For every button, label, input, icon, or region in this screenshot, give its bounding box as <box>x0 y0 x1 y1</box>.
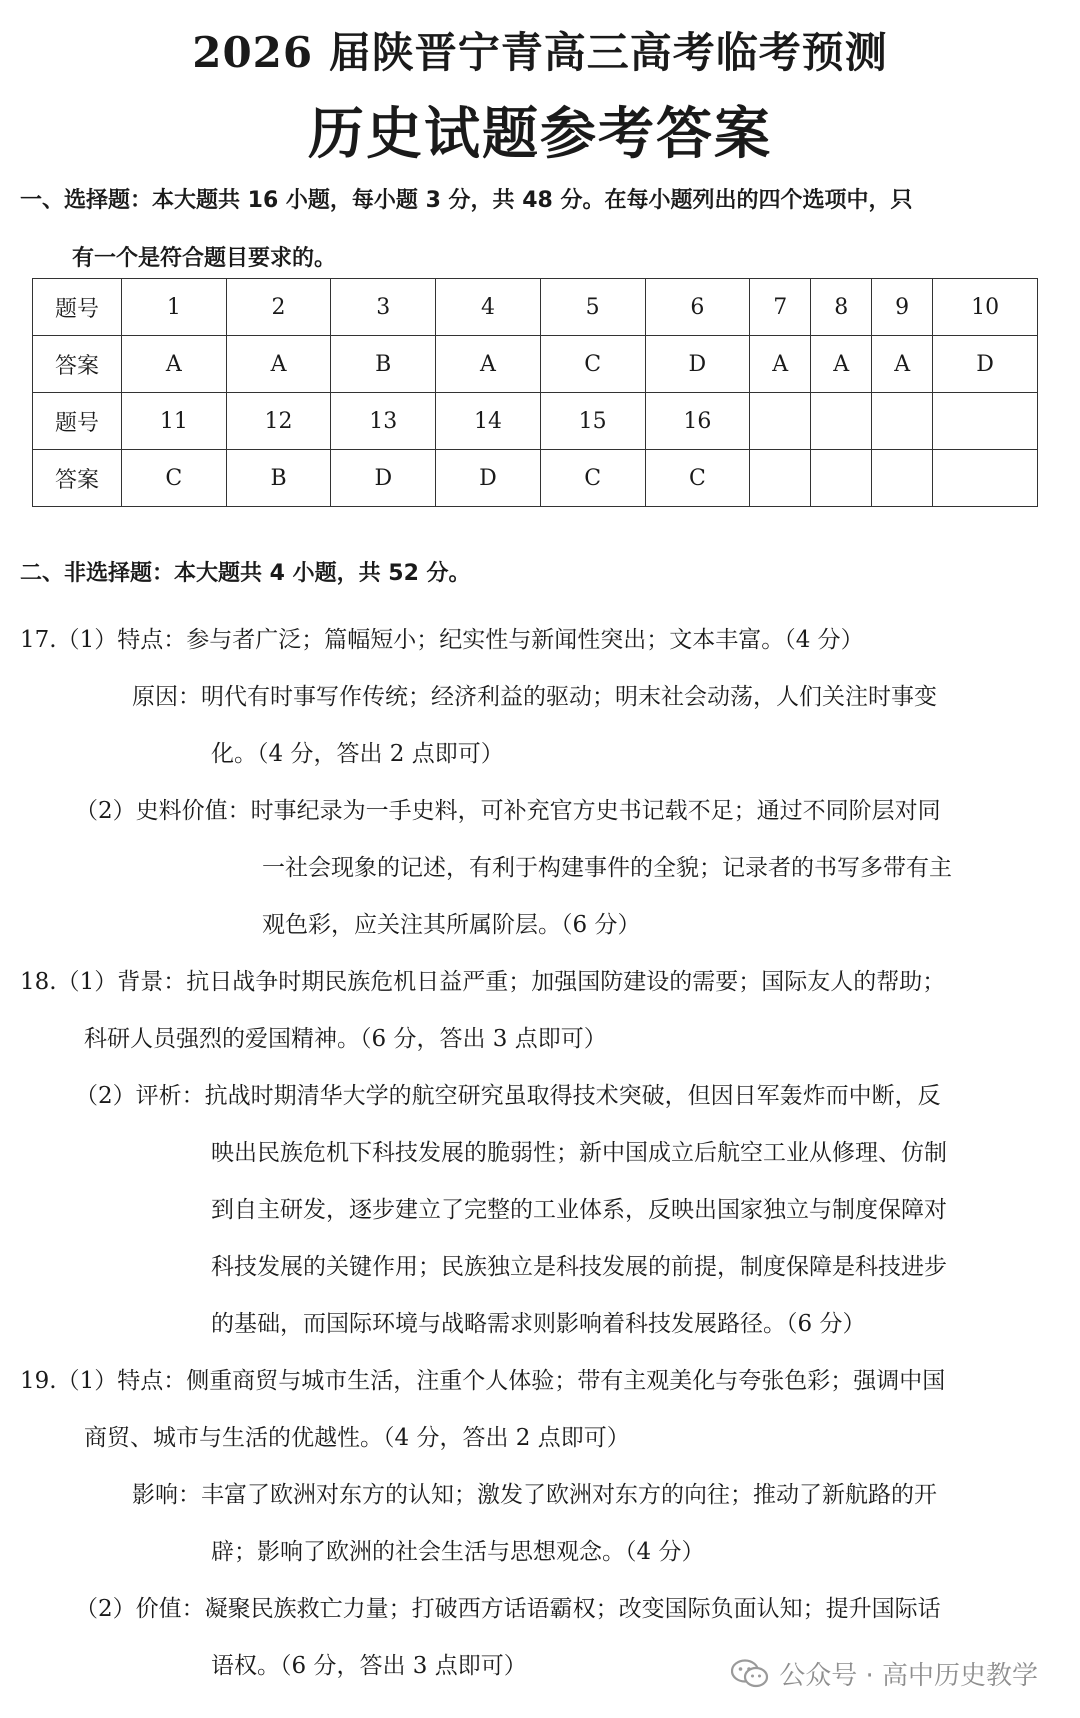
table-cell: 1 <box>122 279 227 336</box>
exam-subtitle: 历史试题参考答案 <box>308 101 772 167</box>
section-2-heading: 二、非选择题：本大题共 4 小题，共 52 分。 <box>20 561 471 586</box>
q19-line-2: 商贸、城市与生活的优越性。（4 分，答出 2 点即可） <box>84 1425 630 1451</box>
q19-part2 <box>75 1581 941 1638</box>
table-cell: A <box>226 336 331 393</box>
q18-line-2: 科研人员强烈的爱国精神。（6 分，答出 3 点即可） <box>84 1026 607 1052</box>
table-row <box>33 279 1038 336</box>
q19-influence-cont <box>211 1524 704 1581</box>
q18-line-3: （2）评析：抗战时期清华大学的航空研究虽取得技术突破，但因日军轰炸而中断，反 <box>75 1083 941 1109</box>
table-cell: B <box>331 336 436 393</box>
table-cell <box>872 450 933 507</box>
q19-line-4: 辟；影响了欧洲的社会生活与思想观念。（4 分） <box>211 1539 705 1565</box>
table-row <box>33 393 1038 450</box>
q18-line-6: 科技发展的关键作用；民族独立是科技发展的前提，制度保障是科技进步 <box>211 1254 947 1280</box>
table-cell: 16 <box>645 393 750 450</box>
table-row-header: 题号 <box>33 393 122 450</box>
table-cell: A <box>122 336 227 393</box>
table-cell: 3 <box>331 279 436 336</box>
table-cell: 7 <box>750 279 811 336</box>
answer-table <box>32 278 1038 507</box>
table-cell <box>750 393 811 450</box>
q18-line-7: 的基础，而国际环境与战略需求则影响着科技发展路径。（6 分） <box>211 1311 866 1337</box>
table-cell: 12 <box>226 393 331 450</box>
section-1-instructions <box>20 172 1060 288</box>
table-cell: 11 <box>122 393 227 450</box>
q19-line-6: 语权。（6 分，答出 3 点即可） <box>211 1653 527 1679</box>
table-cell: D <box>436 450 541 507</box>
q17-reason-cont <box>211 726 504 783</box>
q17-part2 <box>75 783 941 840</box>
table-cell: 10 <box>933 279 1038 336</box>
table-cell: 9 <box>872 279 933 336</box>
table-cell: D <box>331 450 436 507</box>
table-row-header: 题号 <box>33 279 122 336</box>
table-cell: 15 <box>540 393 645 450</box>
table-cell: C <box>645 450 750 507</box>
table-cell <box>750 450 811 507</box>
q19-line-5: （2）价值：凝聚民族救亡力量；打破西方话语霸权；改变国际负面认知；提升国际话 <box>75 1596 941 1622</box>
q17-block <box>20 612 864 669</box>
exam-title: 2026 届陕晋宁青高三高考临考预测 <box>192 28 888 77</box>
table-cell: 4 <box>436 279 541 336</box>
q17-line-2: 原因：明代有时事写作传统；经济利益的驱动；明末社会动荡，人们关注时事变 <box>132 684 937 710</box>
table-cell: A <box>811 336 872 393</box>
table-cell: A <box>436 336 541 393</box>
table-cell: A <box>872 336 933 393</box>
table-cell <box>933 450 1038 507</box>
table-cell: A <box>750 336 811 393</box>
q18-bg-cont <box>84 1011 607 1068</box>
section-1-line-1: 一、选择题：本大题共 16 小题，每小题 3 分，共 48 分。在每小题列出的四个选项中，只 <box>20 188 913 213</box>
table-cell: C <box>540 336 645 393</box>
q18-block <box>20 954 945 1011</box>
table-cell: 6 <box>645 279 750 336</box>
q19-line-1: 19.（1）特点：侧重商贸与城市生活，注重个人体验；带有主观美化与夸张色彩；强调中国 <box>20 1368 946 1394</box>
q17-part2-cont <box>262 840 952 954</box>
table-row <box>33 450 1038 507</box>
q18-line-5: 到自主研发，逐步建立了完整的工业体系，反映出国家独立与制度保障对 <box>211 1197 947 1223</box>
table-cell <box>811 393 872 450</box>
table-cell: C <box>540 450 645 507</box>
q17-line-1: 17.（1）特点：参与者广泛；篇幅短小；纪实性与新闻性突出；文本丰富。（4 分） <box>20 627 864 653</box>
table-cell <box>872 393 933 450</box>
table-cell: 5 <box>540 279 645 336</box>
q19-feature-cont <box>84 1410 630 1467</box>
table-cell: 8 <box>811 279 872 336</box>
q17-reason-block <box>132 669 937 726</box>
table-cell <box>933 393 1038 450</box>
table-cell <box>811 450 872 507</box>
q18-line-4: 映出民族危机下科技发展的脆弱性；新中国成立后航空工业从修理、仿制 <box>211 1140 947 1166</box>
q18-part2-cont <box>211 1125 947 1353</box>
table-cell: D <box>933 336 1038 393</box>
q19-influence <box>132 1467 937 1524</box>
table-cell: 2 <box>226 279 331 336</box>
q19-block <box>20 1353 945 1410</box>
section-1-line-2: 有一个是符合题目要求的。 <box>72 246 337 271</box>
watermark <box>731 1655 1038 1692</box>
q19-line-3: 影响：丰富了欧洲对东方的认知；激发了欧洲对东方的向往；推动了新航路的开 <box>132 1482 937 1508</box>
table-row <box>33 336 1038 393</box>
q17-line-4: （2）史料价值：时事纪录为一手史料，可补充官方史书记载不足；通过不同阶层对同 <box>75 798 941 824</box>
q18-line-1: 18.（1）背景：抗日战争时期民族危机日益严重；加强国防建设的需要；国际友人的帮助； <box>20 969 946 995</box>
table-cell: D <box>645 336 750 393</box>
table-row-header: 答案 <box>33 336 122 393</box>
table-cell: 14 <box>436 393 541 450</box>
table-cell: B <box>226 450 331 507</box>
q17-line-6: 观色彩，应关注其所属阶层。（6 分） <box>262 912 641 938</box>
watermark-text: 公众号 · 高中历史教学 <box>779 1661 1038 1691</box>
table-cell: 13 <box>331 393 436 450</box>
q18-part2 <box>75 1068 941 1125</box>
q17-line-3: 化。（4 分，答出 2 点即可） <box>211 741 504 767</box>
table-row-header: 答案 <box>33 450 122 507</box>
q17-line-5: 一社会现象的记述，有利于构建事件的全貌；记录者的书写多带有主 <box>262 855 952 881</box>
table-cell: C <box>122 450 227 507</box>
wechat-icon <box>731 1659 769 1689</box>
q19-part2-cont <box>211 1638 527 1695</box>
